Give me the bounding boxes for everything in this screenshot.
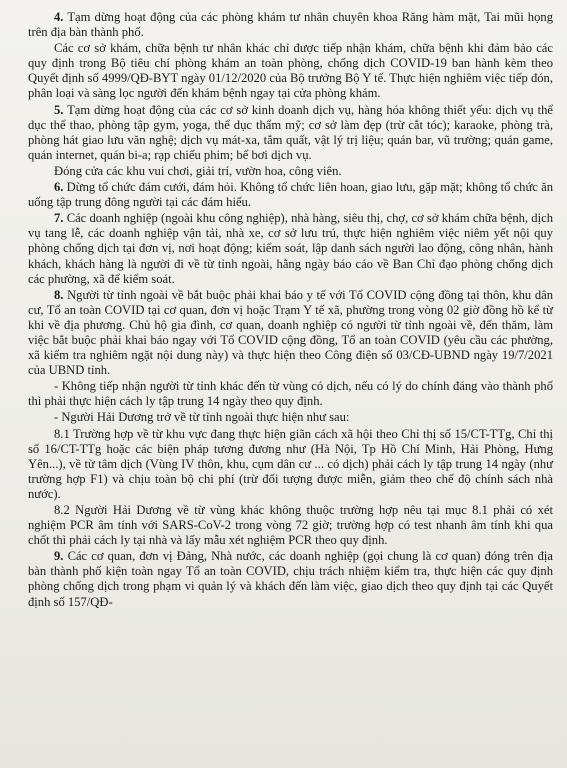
paragraph-text: Tạm dừng hoạt động của các cơ sở kinh doanh dịch vụ, hàng hóa không thiết yếu: dịch vụ thể dục thể thao, phòng tập gym, yoga, thể dục thẩm mỹ; cơ sở làm đẹp (trừ cắt tóc); karaoke, phòng trà, phòng hát giao lưu văn nghệ; dịch vụ mát-xa, tắm quất, vật lý trị liệu; quán bar, vũ trường; quán game, quán internet, quán bi-a; rạp chiếu phim; bể bơi dịch vụ. — [28, 102, 553, 162]
paragraph-text: Các doanh nghiệp (ngoài khu công nghiệp), nhà hàng, siêu thị, chợ, cơ sở khám chữa bệnh, dịch vụ tang lễ, các doanh nghiệp vận tải, nhà xe, cơ sở lưu trú, thực hiện nghiêm việc niêm yết nội quy phòng chống dịch tại đơn vị, nơi hoạt động; kiểm soát, lập danh sách người lao động, công nhân, hành khách, khách hàng là người đi về từ tỉnh ngoài, hằng ngày báo cáo về Ban Chỉ đạo phòng chống dịch các phường, xã để kiểm soát. — [28, 211, 553, 286]
paragraph-returnees — [28, 410, 553, 425]
paragraph-item-9 — [28, 549, 553, 609]
item-number: 5. — [54, 102, 64, 117]
item-number: 4. — [54, 10, 64, 24]
item-number: 9. — [54, 549, 64, 564]
paragraph-clinics — [28, 41, 553, 101]
paragraph-item-7 — [28, 211, 553, 286]
item-number: 8. — [54, 287, 64, 302]
paragraph-text: Tạm dừng hoạt động của các phòng khám tư nhân chuyên khoa Răng hàm mặt, Tai mũi họng trên địa bàn thành phố. — [28, 10, 553, 40]
item-number: 7. — [54, 211, 64, 226]
paragraph-text: Các cơ quan, đơn vị Đảng, Nhà nước, các doanh nghiệp (gọi chung là cơ quan) đóng trên địa bàn thành phố kiện toàn ngay Tổ an toàn COVID, chịu trách nhiệm kiểm tra, thực hiện các quy định phòng chống dịch trong phạm vi quản lý và khách đến làm việc, giao dịch theo quy định tại các Quyết định số 157/QĐ- — [28, 549, 553, 609]
paragraph-no-entry — [28, 379, 553, 409]
paragraph-parks — [28, 164, 553, 179]
paragraph-item-8 — [28, 288, 553, 379]
paragraph-text: 8.2 Người Hải Dương về từ vùng khác không thuộc trường hợp nêu tại mục 8.1 phải có xét nghiệm PCR âm tính với SARS-CoV-2 trong vòng 72 giờ; trường hợp có test nhanh âm tính khi qua chốt thì phải cách ly tại nhà và lấy mẫu xét nghiệm PCR theo quy định. — [28, 503, 553, 548]
paragraph-text: - Người Hải Dương trở về từ tỉnh ngoài thực hiện như sau: — [54, 410, 350, 425]
item-number: 6. — [54, 180, 64, 195]
paragraph-item-5 — [28, 103, 553, 163]
paragraph-text: Các cơ sở khám, chữa bệnh tư nhân khác chỉ được tiếp nhận khám, chữa bệnh khi đảm bảo các quy định trong Bộ tiêu chí phòng khám an toàn phòng, chống dịch COVID-19 ban hành kèm theo Quyết định số 4999/QĐ-BYT ngày 01/12/2020 của Bộ trưởng Bộ Y tế. Thực hiện nghiêm việc tiếp đón, phân loại và sàng lọc người đến khám bệnh ngay tại cửa phòng khám. — [28, 41, 553, 101]
paragraph-item-4 — [28, 10, 553, 40]
paragraph-text: 8.1 Trường hợp về từ khu vực đang thực hiện giãn cách xã hội theo Chỉ thị số 15/CT-TTg, Chỉ thị số 16/CT-TTg hoặc các biện pháp tương đương như (Hà Nội, Tp Hồ Chí Minh, Hải Phòng, Hưng Yên...), về từ tâm dịch (Vùng IV thôn, khu, cụm dân cư ... có dịch) phải cách ly tập trung 14 ngày (như trường hợp F1) và chịu toàn bộ chi phí (trừ đối tượng được miễn, giảm theo chế độ chính sách nhà nước). — [28, 426, 553, 501]
paragraph-8-2 — [28, 503, 553, 548]
paragraph-text: Đóng cửa các khu vui chơi, giải trí, vườn hoa, công viên. — [54, 163, 342, 178]
paragraph-text: Người từ tỉnh ngoài về bắt buộc phải khai báo y tế với Tổ COVID cộng đồng tại thôn, khu dân cư, Tổ an toàn COVID tại cơ quan, đơn vị hoặc Trạm Y tế xã, phường trong vòng 02 giờ đồng hồ kể từ khi về địa phương. Chủ hộ gia đình, cơ quan, doanh nghiệp có người từ tỉnh ngoài về, đến thăm, làm việc bắt buộc phải khai báo ngay với Tổ COVID cộng đồng, Tổ an toàn COVID (yêu cầu các phường, xã kiểm tra nghiêm ngặt nội dung này) và thực hiện theo Công điện số 03/CĐ-UBND ngày 19/7/2021 của UBND tỉnh. — [28, 287, 553, 378]
paragraph-8-1 — [28, 427, 553, 502]
paragraph-text: - Không tiếp nhận người từ tỉnh khác đến từ vùng có dịch, nếu có lý do chính đáng vào thành phố thì phải thực hiện cách ly tập trung 14 ngày theo quy định. — [28, 379, 553, 409]
paragraph-text: Dừng tổ chức đám cưới, đám hỏi. Không tổ chức liên hoan, giao lưu, gặp mặt; không tổ chức ăn uống tập trung đông người tại các đám hiếu. — [28, 180, 553, 210]
paragraph-item-6 — [28, 180, 553, 210]
